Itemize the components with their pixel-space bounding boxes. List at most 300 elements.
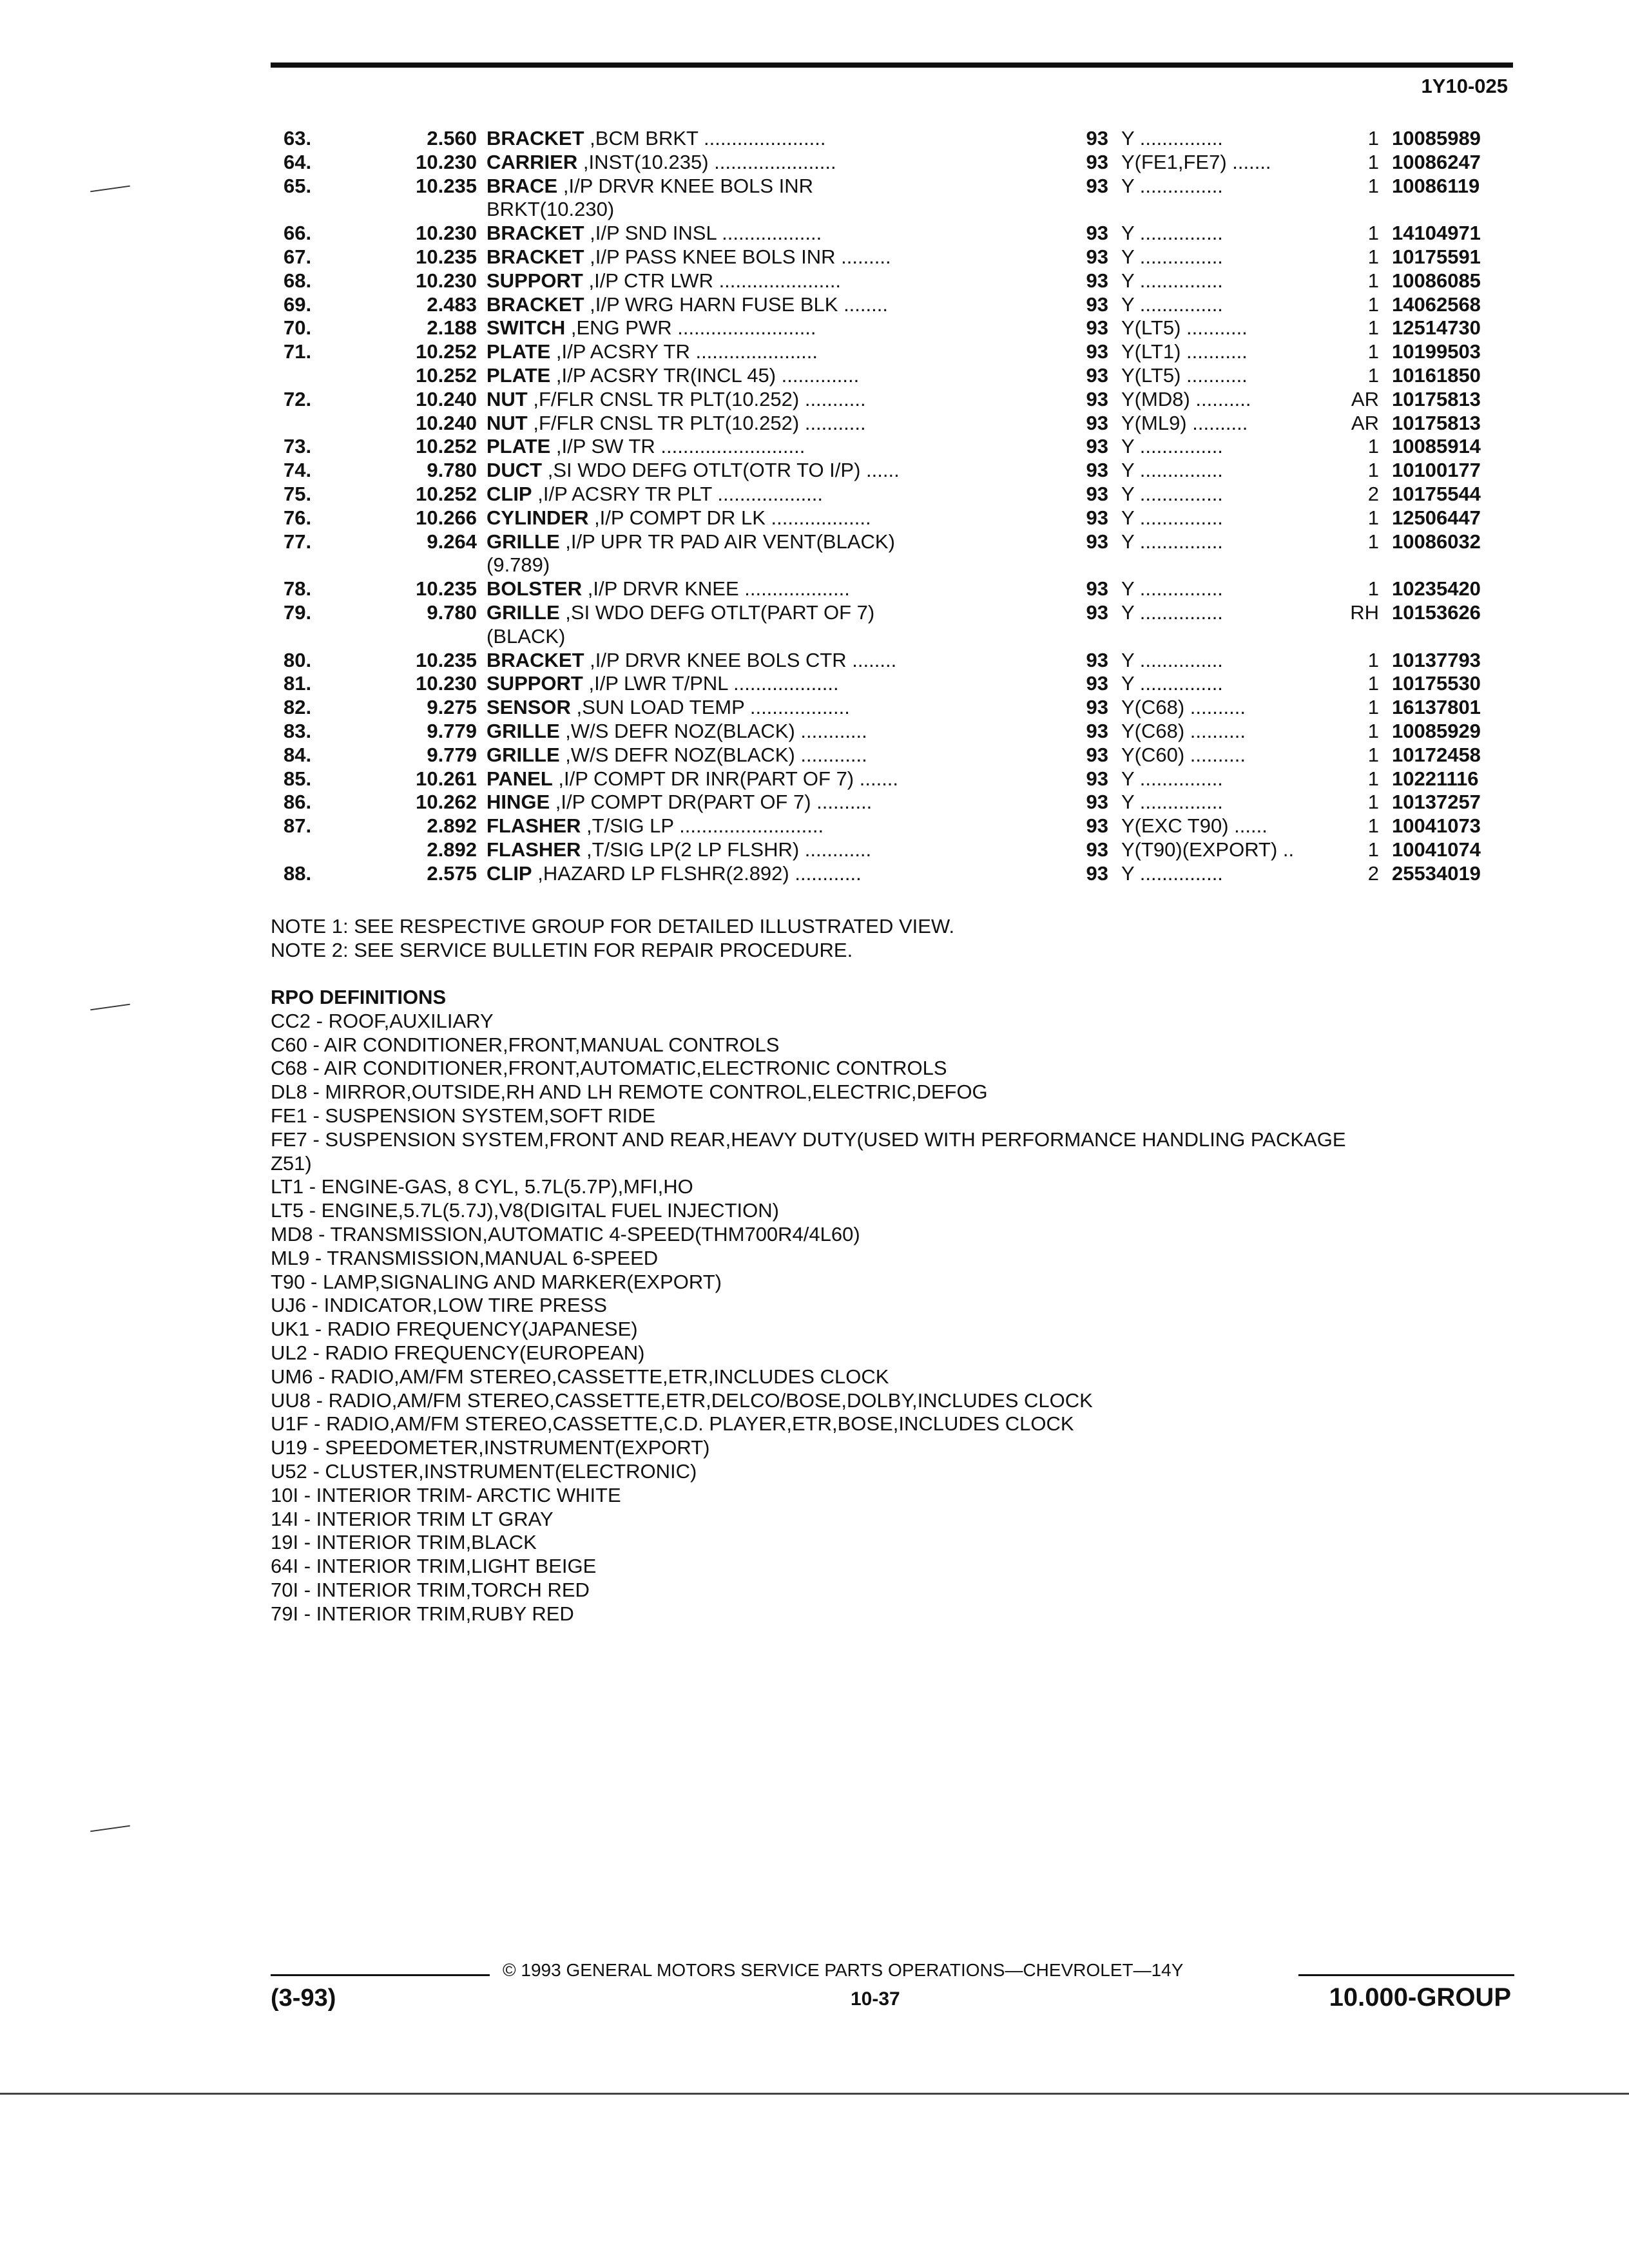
part-row [271, 316, 1521, 340]
part-name: BOLSTER [487, 577, 583, 601]
rpo-item: U19 - SPEEDOMETER,INSTRUMENT(EXPORT) [271, 1436, 710, 1459]
usage-code: Y ............... [1121, 577, 1223, 601]
part-detail: (9.789) [487, 553, 550, 577]
page-code: 1Y10-025 [1421, 75, 1508, 97]
part-number: 10085989 [1392, 127, 1481, 149]
group-number: 2.892 [427, 814, 477, 838]
model-year: 93 [1086, 293, 1108, 316]
scan-mark [90, 186, 130, 193]
group-number: 10.252 [416, 435, 477, 458]
part-name: BRACKET [487, 222, 584, 245]
usage-code: Y(C60) .......... [1121, 743, 1246, 766]
part-row [271, 198, 1521, 222]
usage-code: Y(LT5) ........... [1121, 316, 1248, 340]
part-detail: ,W/S DEFR NOZ(BLACK) ............ [559, 719, 867, 742]
usage-code: Y ............... [1121, 174, 1223, 197]
part-detail: ,I/P SW TR .......................... [550, 435, 805, 458]
group-number: 10.235 [416, 245, 477, 268]
usage-code: Y ............... [1121, 435, 1223, 458]
model-year: 93 [1086, 743, 1108, 766]
scan-mark [90, 1004, 130, 1011]
model-year: 93 [1086, 435, 1108, 458]
rpo-item: LT5 - ENGINE,5.7L(5.7J),V8(DIGITAL FUEL INJECTION) [271, 1199, 779, 1222]
part-number: 25534019 [1392, 861, 1481, 885]
copyright: © 1993 GENERAL MOTORS SERVICE PARTS OPERATIONS—CHEVROLET—14Y [503, 1960, 1184, 1980]
usage-code: Y(LT5) ........... [1121, 363, 1248, 387]
model-year: 93 [1086, 530, 1108, 553]
group-number: 10.240 [416, 387, 477, 410]
rpo-item: 19I - INTERIOR TRIM,BLACK [271, 1531, 537, 1554]
model-year: 93 [1086, 245, 1108, 268]
quantity: 1 [1367, 127, 1379, 149]
part-number: 10085914 [1392, 435, 1481, 458]
part-number: 10175591 [1392, 245, 1481, 268]
part-row [271, 672, 1521, 696]
part-row [271, 388, 1521, 412]
part-number: 16137801 [1392, 696, 1481, 719]
part-name: CLIP [487, 861, 532, 885]
usage-code: Y ............... [1121, 861, 1223, 885]
item-number: 66. [284, 222, 312, 245]
group-number: 9.780 [427, 459, 477, 482]
part-row [271, 127, 1521, 151]
rpo-item: CC2 - ROOF,AUXILIARY [271, 1009, 494, 1032]
item-number: 67. [284, 245, 312, 268]
part-number: 14062568 [1392, 293, 1481, 316]
part-number: 10221116 [1392, 767, 1479, 790]
part-detail: ,T/SIG LP(2 LP FLSHR) ............ [581, 838, 872, 861]
usage-code: Y ............... [1121, 672, 1223, 695]
usage-code: Y ............... [1121, 293, 1223, 316]
part-number: 10100177 [1392, 459, 1481, 482]
rpo-item: MD8 - TRANSMISSION,AUTOMATIC 4-SPEED(THM700R4/4L60) [271, 1222, 860, 1245]
footer-rule-left [271, 1974, 490, 1976]
rpo-item: FE1 - SUSPENSION SYSTEM,SOFT RIDE [271, 1104, 656, 1127]
part-row [271, 506, 1521, 530]
part-row [271, 553, 1521, 577]
group-number: 2.560 [427, 127, 477, 149]
part-number: 10175544 [1392, 482, 1481, 505]
part-number: 10086085 [1392, 269, 1481, 292]
part-name: GRILLE [487, 530, 560, 553]
group-number: 10.235 [416, 577, 477, 601]
scan-mark [90, 1825, 130, 1832]
rpo-item: UJ6 - INDICATOR,LOW TIRE PRESS [271, 1294, 607, 1317]
model-year: 93 [1086, 387, 1108, 410]
quantity: 1 [1367, 767, 1379, 790]
quantity: 1 [1367, 672, 1379, 695]
usage-code: Y ............... [1121, 222, 1223, 245]
part-name: FLASHER [487, 838, 581, 861]
part-detail: ,F/FLR CNSL TR PLT(10.252) ........... [527, 411, 866, 434]
item-number: 72. [284, 387, 312, 410]
part-detail: ,I/P COMPT DR INR(PART OF 7) ....... [552, 767, 899, 790]
quantity: 1 [1367, 174, 1379, 197]
item-number: 79. [284, 601, 312, 624]
quantity: 1 [1367, 245, 1379, 268]
part-number: 10086247 [1392, 150, 1481, 173]
part-row [271, 530, 1521, 554]
part-number: 10137257 [1392, 791, 1481, 814]
part-row [271, 483, 1521, 506]
part-name: SENSOR [487, 696, 571, 719]
usage-code: Y(EXC T90) ...... [1121, 814, 1268, 838]
group-number: 10.230 [416, 672, 477, 695]
rpo-item: UK1 - RADIO FREQUENCY(JAPANESE) [271, 1318, 638, 1341]
part-row [271, 459, 1521, 483]
part-detail: ,I/P DRVR KNEE BOLS CTR ........ [584, 648, 897, 671]
item-number: 82. [284, 696, 312, 719]
model-year: 93 [1086, 719, 1108, 742]
part-name: CARRIER [487, 150, 578, 173]
part-name: GRILLE [487, 601, 560, 624]
part-name: DUCT [487, 459, 543, 482]
quantity: 2 [1367, 861, 1379, 885]
part-row [271, 435, 1521, 459]
part-detail: ,W/S DEFR NOZ(BLACK) ............ [559, 743, 867, 766]
quantity: 1 [1367, 459, 1379, 482]
parts-list [271, 127, 1521, 886]
part-detail: BRKT(10.230) [487, 198, 615, 221]
usage-code: Y ............... [1121, 601, 1223, 624]
item-number: 83. [284, 719, 312, 742]
part-detail: ,I/P COMPT DR(PART OF 7) .......... [550, 791, 872, 814]
usage-code: Y ............... [1121, 482, 1223, 505]
model-year: 93 [1086, 174, 1108, 197]
model-year: 93 [1086, 316, 1108, 340]
part-detail: ,I/P PASS KNEE BOLS INR ......... [584, 245, 891, 268]
part-name: SUPPORT [487, 269, 583, 292]
part-detail: ,I/P DRVR KNEE ................... [582, 577, 850, 601]
rpo-item: LT1 - ENGINE-GAS, 8 CYL, 5.7L(5.7P),MFI,HO [271, 1175, 693, 1198]
model-year: 93 [1086, 791, 1108, 814]
part-name: BRACKET [487, 245, 584, 268]
part-row [271, 340, 1521, 364]
rpo-item: ML9 - TRANSMISSION,MANUAL 6-SPEED [271, 1246, 659, 1269]
note-line: NOTE 1: SEE RESPECTIVE GROUP FOR DETAILED ILLUSTRATED VIEW. [271, 915, 955, 937]
usage-code: Y(C68) .......... [1121, 719, 1246, 742]
model-year: 93 [1086, 411, 1108, 434]
part-detail: ,SUN LOAD TEMP .................. [570, 696, 850, 719]
item-number: 86. [284, 791, 312, 814]
rpo-item: 70I - INTERIOR TRIM,TORCH RED [271, 1578, 590, 1601]
model-year: 93 [1086, 459, 1108, 482]
part-name: NUT [487, 411, 528, 434]
quantity: 1 [1367, 293, 1379, 316]
part-number: 10041073 [1392, 814, 1481, 838]
part-name: BRACE [487, 174, 558, 197]
usage-code: Y(T90)(EXPORT) .. [1121, 838, 1295, 861]
footer-group: 10.000-GROUP [1329, 1983, 1511, 2012]
usage-code: Y(MD8) .......... [1121, 387, 1251, 410]
part-row [271, 696, 1521, 720]
note-line: NOTE 2: SEE SERVICE BULLETIN FOR REPAIR PROCEDURE. [271, 938, 853, 961]
part-number: 14104971 [1392, 222, 1481, 245]
group-number: 10.266 [416, 506, 477, 529]
part-row [271, 814, 1521, 838]
item-number: 85. [284, 767, 312, 790]
part-name: NUT [487, 387, 528, 410]
usage-code: Y(LT1) ........... [1121, 340, 1248, 363]
rpo-item: T90 - LAMP,SIGNALING AND MARKER(EXPORT) [271, 1270, 722, 1293]
group-number: 2.483 [427, 293, 477, 316]
rpo-item: U1F - RADIO,AM/FM STEREO,CASSETTE,C.D. PLAYER,ETR,BOSE,INCLUDES CLOCK [271, 1412, 1074, 1436]
item-number: 76. [284, 506, 312, 529]
part-detail: ,F/FLR CNSL TR PLT(10.252) ........... [527, 387, 866, 410]
model-year: 93 [1086, 127, 1108, 149]
model-year: 93 [1086, 363, 1108, 387]
usage-code: Y ............... [1121, 245, 1223, 268]
part-number: 10137793 [1392, 648, 1481, 671]
item-number: 74. [284, 459, 312, 482]
model-year: 93 [1086, 814, 1108, 838]
item-number: 81. [284, 672, 312, 695]
rpo-definitions [271, 986, 1346, 1626]
quantity: 1 [1367, 363, 1379, 387]
footer-page-number: 10-37 [851, 1988, 900, 2010]
part-number: 10175530 [1392, 672, 1481, 695]
part-detail: ,T/SIG LP .......................... [581, 814, 824, 838]
rpo-item: 79I - INTERIOR TRIM,RUBY RED [271, 1602, 574, 1625]
rpo-item: 14I - INTERIOR TRIM LT GRAY [271, 1507, 554, 1530]
quantity: RH [1350, 601, 1379, 624]
usage-code: Y ............... [1121, 530, 1223, 553]
part-detail: ,SI WDO DEFG OTLT(PART OF 7) [559, 601, 875, 624]
quantity: 1 [1367, 577, 1379, 601]
part-row [271, 269, 1521, 293]
part-name: PLATE [487, 363, 551, 387]
part-number: 10041074 [1392, 838, 1481, 861]
part-number: 10172458 [1392, 743, 1481, 766]
part-row [271, 720, 1521, 744]
model-year: 93 [1086, 838, 1108, 861]
quantity: 1 [1367, 791, 1379, 814]
part-name: BRACKET [487, 648, 584, 671]
quantity: AR [1351, 387, 1379, 410]
quantity: 1 [1367, 696, 1379, 719]
part-row [271, 175, 1521, 198]
rpo-title: RPO DEFINITIONS [271, 986, 447, 1008]
quantity: 1 [1367, 222, 1379, 245]
model-year: 93 [1086, 340, 1108, 363]
part-description [487, 198, 1276, 222]
part-description [487, 625, 1276, 649]
part-number: 12514730 [1392, 316, 1481, 340]
part-row [271, 151, 1521, 175]
item-number: 65. [284, 174, 312, 197]
part-row [271, 577, 1521, 601]
quantity: 1 [1367, 506, 1379, 529]
part-number: 10086119 [1392, 174, 1480, 197]
model-year: 93 [1086, 222, 1108, 245]
quantity: 1 [1367, 719, 1379, 742]
part-detail: ,I/P ACSRY TR(INCL 45) .............. [550, 363, 860, 387]
part-name: PLATE [487, 340, 551, 363]
group-number: 9.779 [427, 719, 477, 742]
item-number: 84. [284, 743, 312, 766]
quantity: 1 [1367, 743, 1379, 766]
part-detail: ,I/P WRG HARN FUSE BLK ........ [584, 293, 888, 316]
part-name: SWITCH [487, 316, 566, 340]
quantity: 1 [1367, 648, 1379, 671]
quantity: 1 [1367, 340, 1379, 363]
rpo-item: FE7 - SUSPENSION SYSTEM,FRONT AND REAR,HEAVY DUTY(USED WITH PERFORMANCE HANDLING PACKAGE [271, 1128, 1346, 1151]
usage-code: Y ............... [1121, 506, 1223, 529]
top-rule [271, 62, 1513, 68]
part-row [271, 649, 1521, 673]
item-number: 88. [284, 861, 312, 885]
usage-code: Y(FE1,FE7) ....... [1121, 150, 1271, 173]
quantity: 1 [1367, 316, 1379, 340]
item-number: 64. [284, 150, 312, 173]
quantity: 1 [1367, 269, 1379, 292]
group-number: 9.275 [427, 696, 477, 719]
model-year: 93 [1086, 601, 1108, 624]
part-detail: ,HAZARD LP FLSHR(2.892) ............ [532, 861, 862, 885]
part-row [271, 245, 1521, 269]
group-number: 9.779 [427, 743, 477, 766]
quantity: 1 [1367, 150, 1379, 173]
quantity: AR [1351, 411, 1379, 434]
group-number: 2.575 [427, 861, 477, 885]
rpo-item: U52 - CLUSTER,INSTRUMENT(ELECTRONIC) [271, 1459, 697, 1483]
item-number: 69. [284, 293, 312, 316]
part-name: PLATE [487, 435, 551, 458]
part-detail: ,I/P COMPT DR LK .................. [588, 506, 871, 529]
quantity: 2 [1367, 482, 1379, 505]
part-row [271, 222, 1521, 245]
model-year: 93 [1086, 861, 1108, 885]
part-number: 10175813 [1392, 411, 1481, 434]
part-row [271, 838, 1521, 862]
group-number: 2.188 [427, 316, 477, 340]
part-name: FLASHER [487, 814, 581, 838]
model-year: 93 [1086, 577, 1108, 601]
part-row [271, 744, 1521, 767]
rpo-item: 64I - INTERIOR TRIM,LIGHT BEIGE [271, 1555, 597, 1578]
rpo-item: UM6 - RADIO,AM/FM STEREO,CASSETTE,ETR,INCLUDES CLOCK [271, 1365, 889, 1388]
part-row [271, 412, 1521, 436]
part-number: 10086032 [1392, 530, 1481, 553]
part-name: CLIP [487, 482, 532, 505]
group-number: 10.235 [416, 174, 477, 197]
part-row [271, 862, 1521, 886]
group-number: 10.230 [416, 222, 477, 245]
part-name: BRACKET [487, 293, 584, 316]
part-row [271, 293, 1521, 317]
part-number: 10175813 [1392, 387, 1481, 410]
usage-code: Y ............... [1121, 791, 1223, 814]
item-number: 73. [284, 435, 312, 458]
model-year: 93 [1086, 696, 1108, 719]
group-number: 10.262 [416, 791, 477, 814]
quantity: 1 [1367, 838, 1379, 861]
part-row [271, 791, 1521, 814]
rpo-item: UL2 - RADIO FREQUENCY(EUROPEAN) [271, 1341, 645, 1364]
group-number: 10.240 [416, 411, 477, 434]
rpo-item: DL8 - MIRROR,OUTSIDE,RH AND LH REMOTE CONTROL,ELECTRIC,DEFOG [271, 1081, 988, 1104]
quantity: 1 [1367, 435, 1379, 458]
group-number: 10.252 [416, 340, 477, 363]
rpo-item: 10I - INTERIOR TRIM- ARCTIC WHITE [271, 1483, 621, 1506]
part-name: GRILLE [487, 719, 560, 742]
usage-code: Y ............... [1121, 269, 1223, 292]
part-name: CYLINDER [487, 506, 589, 529]
usage-code: Y(C68) .......... [1121, 696, 1246, 719]
part-description [487, 553, 1276, 577]
item-number: 80. [284, 648, 312, 671]
usage-code: Y ............... [1121, 767, 1223, 790]
part-detail: ,I/P ACSRY TR ...................... [550, 340, 818, 363]
usage-code: Y ............... [1121, 127, 1223, 149]
item-number: 87. [284, 814, 312, 838]
part-detail: ,I/P LWR T/PNL ................... [583, 672, 839, 695]
part-row [271, 601, 1521, 625]
group-number: 10.230 [416, 150, 477, 173]
footer-date: (3-93) [271, 1984, 336, 2012]
part-detail: ,I/P DRVR KNEE BOLS INR [557, 174, 814, 197]
model-year: 93 [1086, 150, 1108, 173]
bottom-rule [0, 2093, 1629, 2095]
part-detail: ,SI WDO DEFG OTLT(OTR TO I/P) ...... [542, 459, 900, 482]
model-year: 93 [1086, 269, 1108, 292]
group-number: 10.261 [416, 767, 477, 790]
usage-code: Y ............... [1121, 459, 1223, 482]
item-number: 77. [284, 530, 312, 553]
part-detail: ,I/P CTR LWR ...................... [583, 269, 842, 292]
part-row [271, 767, 1521, 791]
part-detail: ,I/P SND INSL .................. [584, 222, 822, 245]
part-name: PANEL [487, 767, 553, 790]
item-number: 70. [284, 316, 312, 340]
part-row [271, 625, 1521, 649]
part-name: GRILLE [487, 743, 560, 766]
item-number: 75. [284, 482, 312, 505]
group-number: 2.892 [427, 838, 477, 861]
part-detail: ,INST(10.235) ...................... [577, 150, 836, 173]
model-year: 93 [1086, 506, 1108, 529]
group-number: 9.780 [427, 601, 477, 624]
model-year: 93 [1086, 767, 1108, 790]
part-name: SUPPORT [487, 672, 583, 695]
group-number: 10.252 [416, 482, 477, 505]
rpo-list [271, 1010, 1346, 1626]
notes [271, 915, 954, 963]
rpo-item: UU8 - RADIO,AM/FM STEREO,CASSETTE,ETR,DELCO/BOSE,DOLBY,INCLUDES CLOCK [271, 1389, 1093, 1412]
model-year: 93 [1086, 648, 1108, 671]
item-number: 63. [284, 127, 312, 149]
model-year: 93 [1086, 672, 1108, 695]
usage-code: Y(ML9) .......... [1121, 411, 1248, 434]
group-number: 10.252 [416, 363, 477, 387]
model-year: 93 [1086, 482, 1108, 505]
part-name: HINGE [487, 791, 550, 814]
usage-code: Y ............... [1121, 648, 1223, 671]
part-number: 10153626 [1392, 601, 1481, 624]
part-detail: ,I/P ACSRY TR PLT ................... [532, 482, 824, 505]
footer-rule-right [1298, 1974, 1514, 1976]
part-number: 10161850 [1392, 363, 1481, 387]
part-number: 10235420 [1392, 577, 1481, 601]
part-detail: (BLACK) [487, 624, 566, 648]
part-number: 12506447 [1392, 506, 1481, 529]
rpo-item: C68 - AIR CONDITIONER,FRONT,AUTOMATIC,ELECTRONIC CONTROLS [271, 1057, 947, 1080]
item-number: 78. [284, 577, 312, 601]
rpo-item: C60 - AIR CONDITIONER,FRONT,MANUAL CONTROLS [271, 1033, 780, 1056]
group-number: 9.264 [427, 530, 477, 553]
quantity: 1 [1367, 814, 1379, 838]
rpo-item: Z51) [271, 1151, 312, 1175]
